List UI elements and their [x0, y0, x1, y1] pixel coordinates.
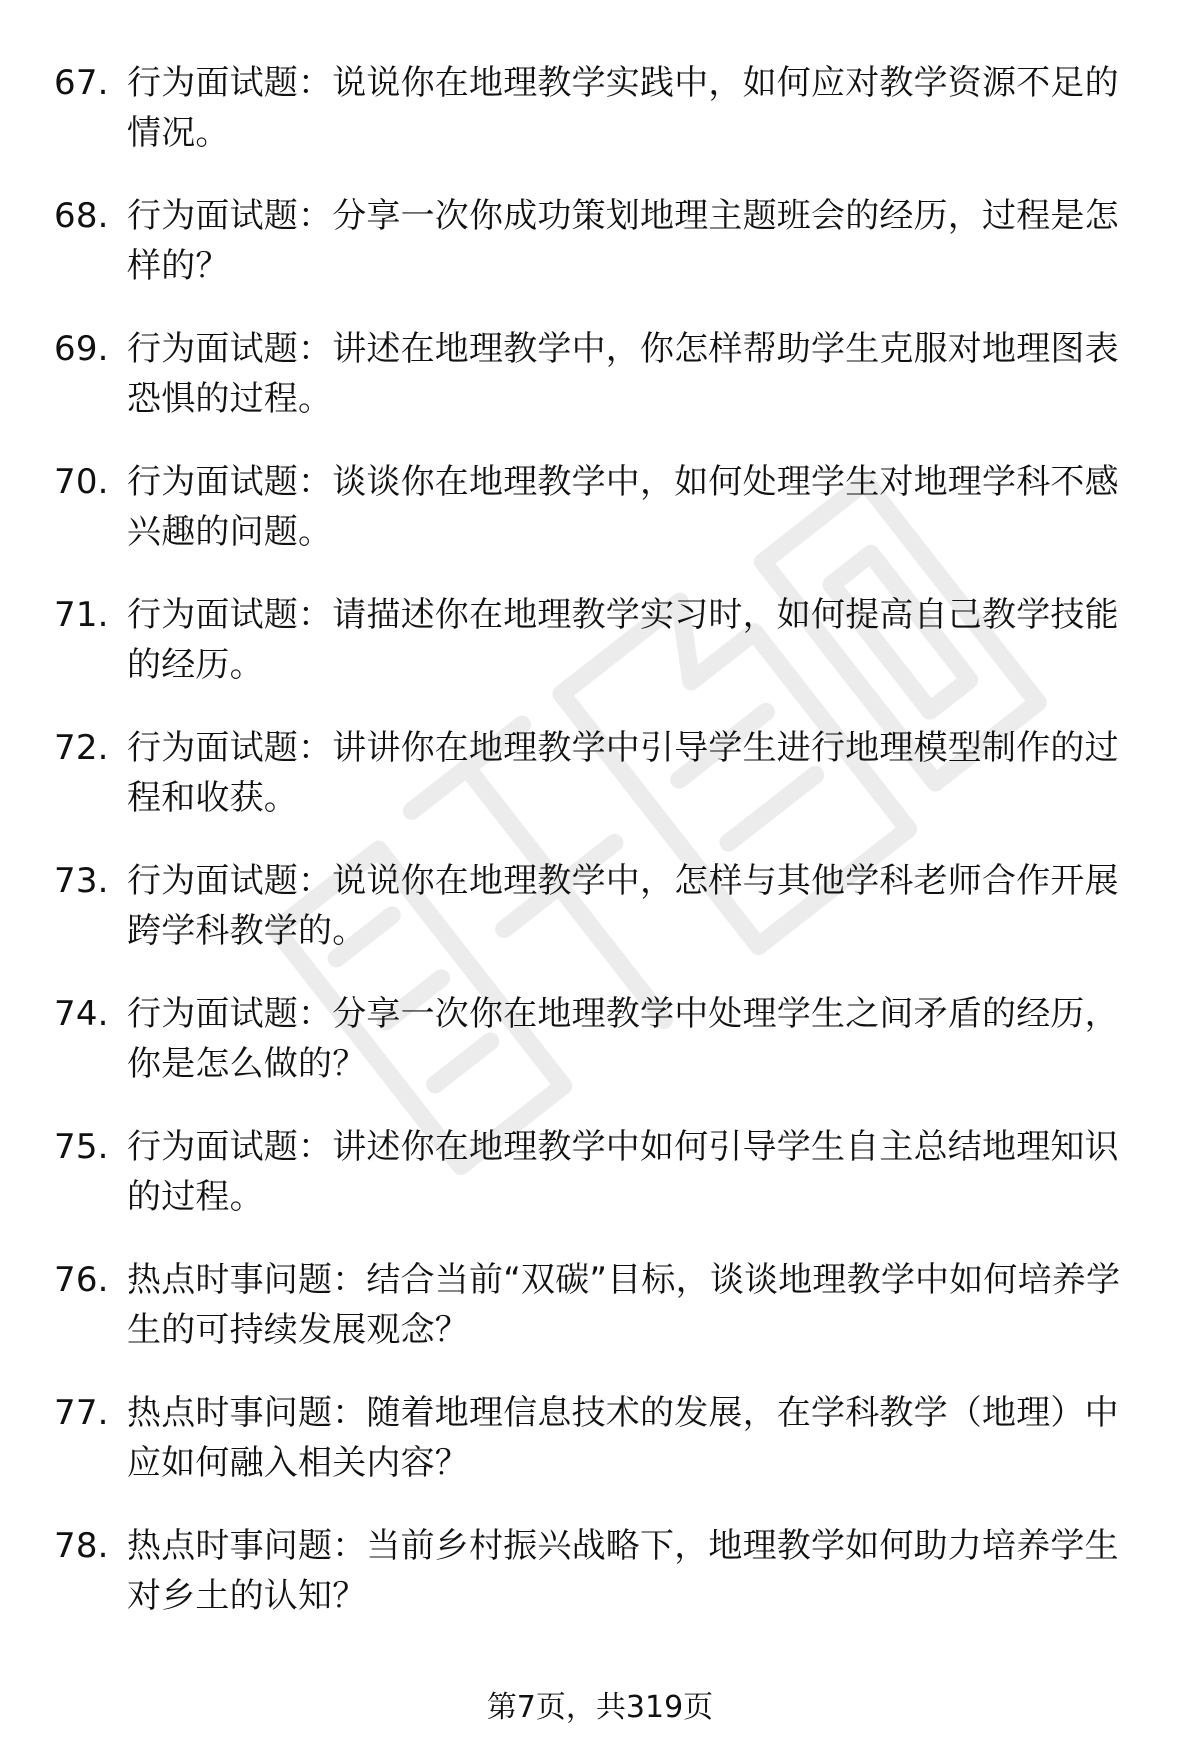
list-item: [54, 1388, 1144, 1488]
list-item: [54, 1521, 1144, 1621]
list-item: [54, 590, 1144, 690]
list-item: [54, 191, 1144, 291]
question-number: 75.: [54, 1127, 109, 1167]
list-item: [54, 324, 1144, 424]
question-list: [54, 58, 1144, 1654]
list-item: [54, 1122, 1144, 1222]
question-text: 热点时事问题：结合当前“双碳”目标，谈谈地理教学中如何培养学生的可持续发展观念？: [127, 1260, 1121, 1350]
question-number: 69.: [54, 329, 109, 369]
list-item: [54, 1255, 1144, 1355]
question-number: 77.: [54, 1393, 109, 1433]
question-number: 70.: [54, 462, 109, 502]
question-number: 73.: [54, 861, 109, 901]
list-item: [54, 58, 1144, 158]
question-text: 行为面试题：请描述你在地理教学实习时，如何提高自己教学技能的经历。: [127, 595, 1119, 685]
question-number: 78.: [54, 1526, 109, 1566]
list-item: [54, 457, 1144, 557]
question-number: 71.: [54, 595, 109, 635]
question-text: 行为面试题：说说你在地理教学实践中，如何应对教学资源不足的情况。: [127, 63, 1119, 153]
question-number: 68.: [54, 196, 109, 236]
list-item: [54, 723, 1144, 823]
question-text: 行为面试题：谈谈你在地理教学中，如何处理学生对地理学科不感兴趣的问题。: [127, 462, 1119, 552]
question-text: 热点时事问题：当前乡村振兴战略下，地理教学如何助力培养学生对乡土的认知？: [127, 1526, 1119, 1616]
question-number: 76.: [54, 1260, 109, 1300]
question-text: 行为面试题：分享一次你成功策划地理主题班会的经历，过程是怎样的？: [127, 196, 1119, 286]
question-text: 行为面试题：分享一次你在地理教学中处理学生之间矛盾的经历，你是怎么做的？: [127, 994, 1119, 1084]
question-text: 热点时事问题：随着地理信息技术的发展，在学科教学（地理）中应如何融入相关内容？: [127, 1393, 1119, 1483]
list-item: [54, 856, 1144, 956]
question-text: 行为面试题：讲述你在地理教学中如何引导学生自主总结地理知识的过程。: [127, 1127, 1119, 1217]
question-number: 74.: [54, 994, 109, 1034]
question-text: 行为面试题：说说你在地理教学中，怎样与其他学科老师合作开展跨学科教学的。: [127, 861, 1119, 951]
list-item: [54, 989, 1144, 1089]
question-number: 67.: [54, 63, 109, 103]
question-text: 行为面试题：讲讲你在地理教学中引导学生进行地理模型制作的过程和收获。: [127, 728, 1119, 818]
question-number: 72.: [54, 728, 109, 768]
page-footer: 第7页，共319页: [486, 1690, 714, 1725]
question-text: 行为面试题：讲述在地理教学中，你怎样帮助学生克服对地理图表恐惧的过程。: [127, 329, 1119, 419]
